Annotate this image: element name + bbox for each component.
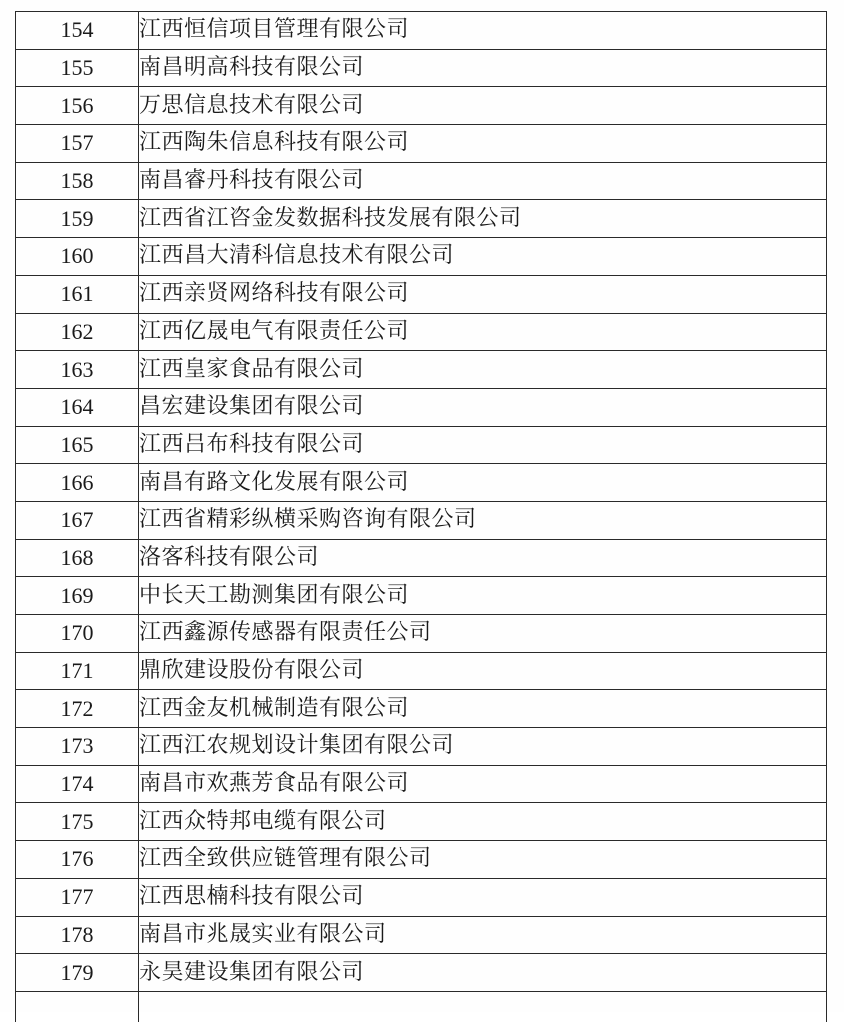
- row-number-cell: 171: [16, 652, 139, 690]
- row-number-cell: 170: [16, 615, 139, 653]
- table-row: [16, 125, 827, 163]
- company-name-cell: 江西亿晟电气有限责任公司: [139, 313, 827, 351]
- company-name-cell: 江西皇家食品有限公司: [139, 351, 827, 389]
- table-row: [16, 501, 827, 539]
- table-row: [16, 652, 827, 690]
- company-name-cell: 江西吕布科技有限公司: [139, 426, 827, 464]
- table-row: [16, 728, 827, 766]
- row-number-cell: 177: [16, 878, 139, 916]
- company-name-cell: 江西金友机械制造有限公司: [139, 690, 827, 728]
- row-number-cell: 165: [16, 426, 139, 464]
- row-number-cell: 161: [16, 275, 139, 313]
- table-row: [16, 803, 827, 841]
- company-name-cell: 江西思楠科技有限公司: [139, 878, 827, 916]
- row-number-cell: 166: [16, 464, 139, 502]
- table-row: [16, 539, 827, 577]
- row-number-cell: 168: [16, 539, 139, 577]
- empty-cell: [139, 991, 827, 1022]
- company-name-cell: 昌宏建设集团有限公司: [139, 388, 827, 426]
- table-row: [16, 916, 827, 954]
- row-number-cell: 172: [16, 690, 139, 728]
- row-number-cell: 179: [16, 954, 139, 992]
- table-row: [16, 765, 827, 803]
- company-name-cell: 江西江农规划设计集团有限公司: [139, 728, 827, 766]
- table-row-partial: [16, 991, 827, 1022]
- company-name-cell: 南昌睿丹科技有限公司: [139, 162, 827, 200]
- row-number-cell: 159: [16, 200, 139, 238]
- row-number-cell: 164: [16, 388, 139, 426]
- row-number-cell: 157: [16, 125, 139, 163]
- row-number-cell: 156: [16, 87, 139, 125]
- table-row: [16, 87, 827, 125]
- company-name-cell: 南昌市兆晟实业有限公司: [139, 916, 827, 954]
- table-row: [16, 351, 827, 389]
- row-number-cell: 154: [16, 12, 139, 50]
- company-name-cell: 江西省江咨金发数据科技发展有限公司: [139, 200, 827, 238]
- table-row: [16, 954, 827, 992]
- row-number-cell: 158: [16, 162, 139, 200]
- company-name-cell: 南昌有路文化发展有限公司: [139, 464, 827, 502]
- table-row: [16, 841, 827, 879]
- table-row: [16, 49, 827, 87]
- row-number-cell: 155: [16, 49, 139, 87]
- row-number-cell: 162: [16, 313, 139, 351]
- table-row: [16, 275, 827, 313]
- company-name-cell: 南昌市欢燕芳食品有限公司: [139, 765, 827, 803]
- row-number-cell: 175: [16, 803, 139, 841]
- table-row: [16, 238, 827, 276]
- company-name-cell: 江西陶朱信息科技有限公司: [139, 125, 827, 163]
- table-row: [16, 878, 827, 916]
- row-number-cell: 160: [16, 238, 139, 276]
- row-number-cell: 173: [16, 728, 139, 766]
- table-row: [16, 464, 827, 502]
- company-list-table: [15, 11, 827, 1022]
- company-name-cell: 万思信息技术有限公司: [139, 87, 827, 125]
- empty-cell: [16, 991, 139, 1022]
- company-name-cell: 江西全致供应链管理有限公司: [139, 841, 827, 879]
- company-name-cell: 中长天工勘测集团有限公司: [139, 577, 827, 615]
- table-row: [16, 615, 827, 653]
- company-name-cell: 江西众特邦电缆有限公司: [139, 803, 827, 841]
- table-row: [16, 577, 827, 615]
- company-name-cell: 永昊建设集团有限公司: [139, 954, 827, 992]
- company-name-cell: 江西鑫源传感器有限责任公司: [139, 615, 827, 653]
- company-name-cell: 南昌明高科技有限公司: [139, 49, 827, 87]
- table-row: [16, 200, 827, 238]
- table-row: [16, 426, 827, 464]
- company-name-cell: 江西昌大清科信息技术有限公司: [139, 238, 827, 276]
- row-number-cell: 163: [16, 351, 139, 389]
- table-row: [16, 162, 827, 200]
- table-row: [16, 313, 827, 351]
- row-number-cell: 167: [16, 501, 139, 539]
- row-number-cell: 176: [16, 841, 139, 879]
- row-number-cell: 178: [16, 916, 139, 954]
- table-row: [16, 12, 827, 50]
- row-number-cell: 174: [16, 765, 139, 803]
- company-name-cell: 洛客科技有限公司: [139, 539, 827, 577]
- company-name-cell: 江西省精彩纵横采购咨询有限公司: [139, 501, 827, 539]
- table-row: [16, 690, 827, 728]
- table-body: [16, 12, 827, 1022]
- table-row: [16, 388, 827, 426]
- company-name-cell: 鼎欣建设股份有限公司: [139, 652, 827, 690]
- company-name-cell: 江西恒信项目管理有限公司: [139, 12, 827, 50]
- company-name-cell: 江西亲贤网络科技有限公司: [139, 275, 827, 313]
- row-number-cell: 169: [16, 577, 139, 615]
